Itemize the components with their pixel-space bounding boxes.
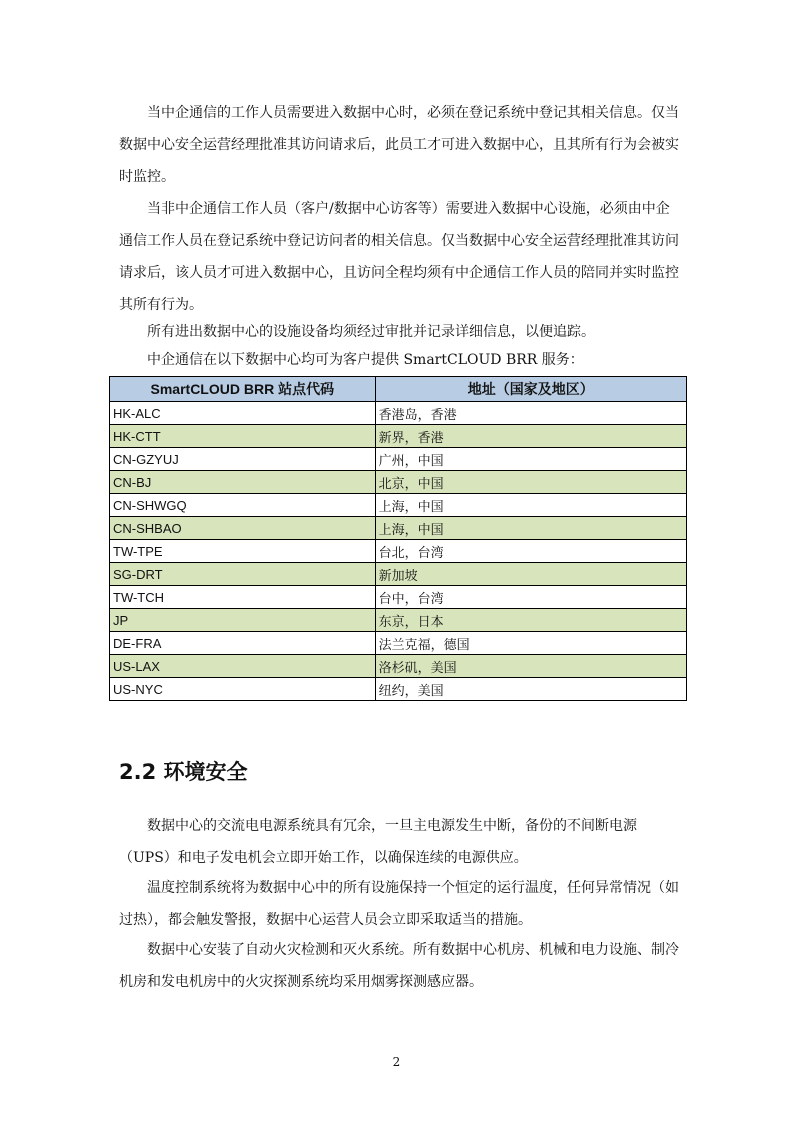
table-row [110,494,687,517]
paragraph-staff-access: 当中企通信的工作人员需要进入数据中心时，必须在登记系统中登记其相关信息。仅当数据中心安全运营经理批准其访问请求后，此员工才可进入数据中心，且其所有行为会被实时监控。 [119,105,679,185]
table-row [110,540,687,563]
header-address: 地址（国家及地区） [375,377,686,402]
table-row [110,586,687,609]
table-row [110,425,687,448]
site-code-cell: CN-SHBAO [110,517,376,540]
paragraph-power-redundancy: 数据中心的交流电电源系统具有冗余，一旦主电源发生中断，备份的不间断电源（UPS）和电子发电机会立即开始工作，以确保连续的电源供应。 [119,818,637,866]
address-cell: 香港岛，香港 [375,402,686,425]
address-cell: 法兰克福，德国 [375,632,686,655]
header-site-code: SmartCLOUD BRR 站点代码 [110,377,376,402]
address-cell: 纽约，美国 [375,678,686,701]
site-code-cell: HK-CTT [110,425,376,448]
site-code-cell: DE-FRA [110,632,376,655]
address-cell: 台中，台湾 [375,586,686,609]
table-header-row [110,377,687,402]
address-cell: 新界，香港 [375,425,686,448]
site-code-cell: HK-ALC [110,402,376,425]
address-cell: 北京，中国 [375,471,686,494]
table-row [110,563,687,586]
paragraph-temperature-control: 温度控制系统将为数据中心中的所有设施保持一个恒定的运行温度，任何异常情况（如过热），都会触发警报，数据中心运营人员会立即采取适当的措施。 [119,880,679,928]
site-code-cell: CN-SHWGQ [110,494,376,517]
table-row [110,448,687,471]
section-heading: 2.2 环境安全 [119,760,248,784]
address-cell: 上海，中国 [375,517,686,540]
site-code-cell: TW-TCH [110,586,376,609]
site-code-cell: US-LAX [110,655,376,678]
address-cell: 新加坡 [375,563,686,586]
address-cell: 广州，中国 [375,448,686,471]
page-number: 2 [392,1055,401,1069]
paragraph-equipment-tracking: 所有进出数据中心的设施设备均须经过审批并记录详细信息，以便追踪。 [147,324,595,340]
table-row [110,678,687,701]
table-row [110,402,687,425]
site-code-cell: CN-GZYUJ [110,448,376,471]
site-table [109,376,687,701]
site-code-cell: JP [110,609,376,632]
table-row [110,471,687,494]
paragraph-fire-detection: 数据中心安装了自动火灾检测和灭火系统。所有数据中心机房、机械和电力设施、制冷机房和发电机房中的火灾探测系统均采用烟雾探测感应器。 [119,942,679,990]
address-cell: 洛杉矶，美国 [375,655,686,678]
table-row [110,632,687,655]
address-cell: 上海，中国 [375,494,686,517]
address-cell: 东京，日本 [375,609,686,632]
site-code-cell: CN-BJ [110,471,376,494]
paragraph-visitor-access: 当非中企通信工作人员（客户/数据中心访客等）需要进入数据中心设施，必须由中企通信工作人员在登记系统中登记访问者的相关信息。仅当数据中心安全运营经理批准其访问请求后，该人员才可进入数据中心，且访问全程均须有中企通信工作人员的陪同并实时监控其所有行为。 [119,201,679,313]
table-row [110,517,687,540]
site-code-cell: TW-TPE [110,540,376,563]
table-caption: 中企通信在以下数据中心均可为客户提供 SmartCLOUD BRR 服务： [147,352,584,368]
table-row [110,609,687,632]
site-code-cell: SG-DRT [110,563,376,586]
address-cell: 台北，台湾 [375,540,686,563]
site-code-cell: US-NYC [110,678,376,701]
table-row [110,655,687,678]
